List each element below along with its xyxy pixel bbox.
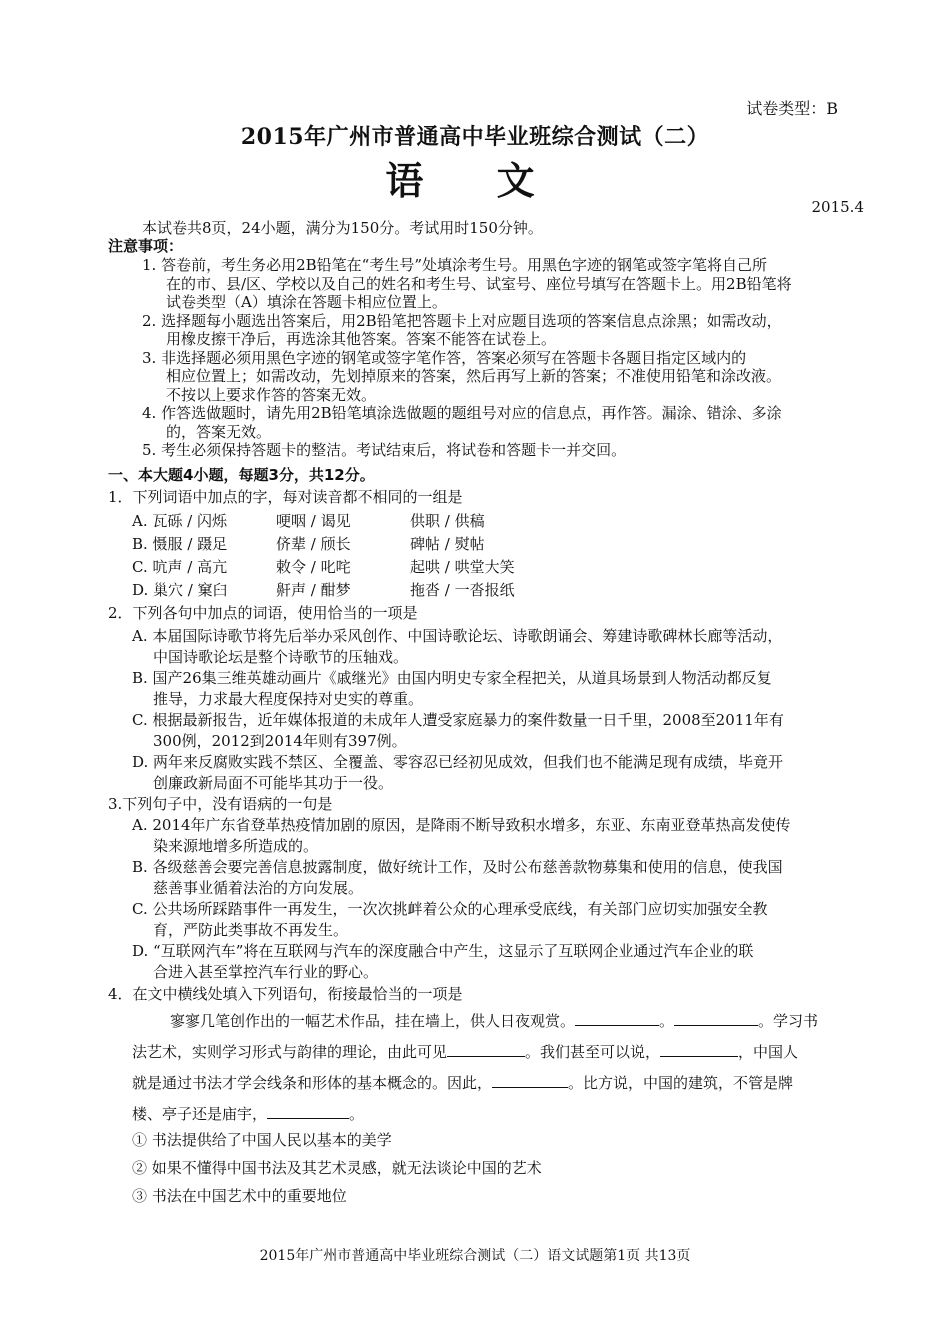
subject-title: 语 文	[385, 159, 565, 203]
paper-type: 试卷类型：B	[746, 99, 838, 118]
exam-title: 2015年广州市普通高中毕业班综合测试（二）	[240, 124, 710, 150]
notice-line: 不按以上要求作答的答案无效。	[166, 386, 377, 404]
q2-line: 创廉政新局面不可能毕其功于一役。	[153, 774, 394, 792]
q3-line: 育，严防此类事故不再发生。	[153, 921, 349, 939]
exam-date: 2015.4	[811, 198, 864, 216]
question-1-stem: 1．下列词语中加点的字，每对读音都不相同的一组是	[108, 488, 463, 506]
q4-passage-line: 就是通过书法才学会线条和形体的基本概念的。因此， 。比方说，中国的建筑，不管是牌	[132, 1074, 794, 1092]
q2-line: D. 两年来反腐败实践不禁区、全覆盖、零容忍已经初见成效，但我们也不能满足现有成绩，毕竟开	[132, 753, 784, 771]
q3-line: 染来源地增多所造成的。	[153, 837, 319, 855]
notice-line: 3. 非选择题必须用黑色字迹的钢笔或签字笔作答，答案必须写在答题卡各题目指定区域内的	[142, 349, 747, 367]
page-footer: 2015年广州市普通高中毕业班综合测试（二）语文试题第1页 共13页	[259, 1248, 691, 1264]
q1-option-c-pair2: 敕令 / 叱咤	[276, 558, 351, 576]
q1-option-d-pair2: 鼾声 / 酣梦	[276, 581, 351, 599]
fill-blank	[660, 1042, 738, 1057]
fill-blank	[447, 1042, 525, 1057]
q1-option-a-pair3: 供职 / 供稿	[410, 512, 485, 530]
q1-option-row	[132, 558, 592, 578]
q3-line: B. 各级慈善会要完善信息披露制度，做好统计工作，及时公布慈善款物募集和使用的信息，使我国	[132, 858, 783, 876]
notice-line: 用橡皮擦干净后，再选涂其他答案。答案不能答在试卷上。	[166, 330, 557, 348]
notice-heading: 注意事项：	[108, 237, 184, 255]
q4-passage-line: 楼、亭子还是庙宇， 。	[132, 1105, 365, 1123]
question-3-stem: 3.下列句子中，没有语病的一句是	[108, 795, 333, 813]
fill-blank	[267, 1104, 349, 1119]
q1-option-row	[132, 581, 592, 601]
q4-choice: ① 书法提供给了中国人民以基本的美学	[132, 1131, 392, 1149]
q1-option-b-pair2: 侪辈 / 颀长	[276, 535, 351, 553]
notice-line: 4. 作答选做题时，请先用2B铅笔填涂选做题的题组号对应的信息点，再作答。漏涂、错涂、多涂	[142, 404, 782, 422]
fill-blank	[492, 1073, 568, 1088]
section-heading: 一、本大题4小题，每题3分，共12分。	[108, 466, 375, 484]
q1-option-b-pair3: 碑帖 / 熨帖	[410, 535, 485, 553]
q1-option-b-pair1: B. 慑服 / 蹑足	[132, 535, 228, 553]
q1-option-a-pair1: A. 瓦砾 / 闪烁	[132, 512, 227, 530]
question-2-stem: 2．下列各句中加点的词语，使用恰当的一项是	[108, 604, 418, 622]
q3-line: 慈善事业循着法治的方向发展。	[153, 879, 364, 897]
q1-option-d-pair1: D. 巢穴 / 窠臼	[132, 581, 228, 599]
q3-line: C. 公共场所踩踏事件一再发生，一次次挑衅着公众的心理承受底线，有关部门应切实加强安全教	[132, 900, 768, 918]
q4-passage-line: 寥寥几笔创作出的一幅艺术作品，挂在墙上，供人日夜观赏。 。 。学习书	[170, 1012, 819, 1030]
fill-blank	[575, 1011, 659, 1026]
q1-option-d-pair3: 拖沓 / 一沓报纸	[410, 581, 515, 599]
notice-line: 相应位置上；如需改动，先划掉原来的答案，然后再写上新的答案；不准使用铅笔和涂改液。	[166, 367, 782, 385]
q1-option-c-pair1: C. 吭声 / 高亢	[132, 558, 228, 576]
q2-line: 300例，2012到2014年则有397例。	[153, 732, 407, 750]
q2-line: A. 本届国际诗歌节将先后举办采风创作、中国诗歌论坛、诗歌朗诵会、筹建诗歌碑林长廊等活动，	[132, 627, 783, 645]
notice-line: 的，答案无效。	[166, 423, 272, 441]
q2-line: 推导，力求最大程度保持对史实的尊重。	[153, 690, 424, 708]
q4-passage-line: 法艺术，实则学习形式与韵律的理论，由此可见 。我们甚至可以说， ，中国人	[132, 1043, 799, 1061]
q3-line: D. “互联网汽车”将在互联网与汽车的深度融合中产生，这显示了互联网企业通过汽车企业的联	[132, 942, 754, 960]
q4-choice: ③ 书法在中国艺术中的重要地位	[132, 1187, 347, 1205]
fill-blank	[674, 1011, 758, 1026]
q3-line: A. 2014年广东省登革热疫情加剧的原因，是降雨不断导致积水增多，东亚、东南亚登革热高发使传	[132, 816, 791, 834]
notice-line: 5. 考生必须保持答题卡的整洁。考试结束后，将试卷和答题卡一并交回。	[142, 441, 627, 459]
notice-line: 2. 选择题每小题选出答案后，用2B铅笔把答题卡上对应题目选项的答案信息点涂黑；如需改动，	[142, 312, 782, 330]
q4-choice: ② 如果不懂得中国书法及其艺术灵感，就无法谈论中国的艺术	[132, 1159, 542, 1177]
q1-option-c-pair3: 起哄 / 哄堂大笑	[410, 558, 515, 576]
notice-line: 1. 答卷前，考生务必用2B铅笔在“考生号”处填涂考生号。用黑色字迹的钢笔或签字笔将自己所	[142, 256, 767, 274]
notice-line: 试卷类型（A）填涂在答题卡相应位置上。	[166, 293, 447, 311]
question-4-stem: 4．在文中横线处填入下列语句，衔接最恰当的一项是	[108, 985, 463, 1003]
q1-option-row	[132, 512, 592, 532]
q1-option-a-pair2: 哽咽 / 谒见	[276, 512, 351, 530]
notice-line: 在的市、县/区、学校以及自己的姓名和考生号、试室号、座位号填写在答题卡上。用2B铅笔将	[166, 275, 792, 293]
q2-line: C. 根据最新报告，近年媒体报道的未成年人遭受家庭暴力的案件数量一日千里，2008至2011年有	[132, 711, 784, 729]
q1-option-row	[132, 535, 592, 555]
q3-line: 合进入甚至掌控汽车行业的野心。	[153, 963, 379, 981]
q2-line: B. 国产26集三维英雄动画片《戚继光》由国内明史专家全程把关，从道具场景到人物活动都反复	[132, 669, 772, 687]
q2-line: 中国诗歌论坛是整个诗歌节的压轴戏。	[153, 648, 409, 666]
exam-intro: 本试卷共8页，24小题，满分为150分。考试用时150分钟。	[142, 219, 543, 237]
